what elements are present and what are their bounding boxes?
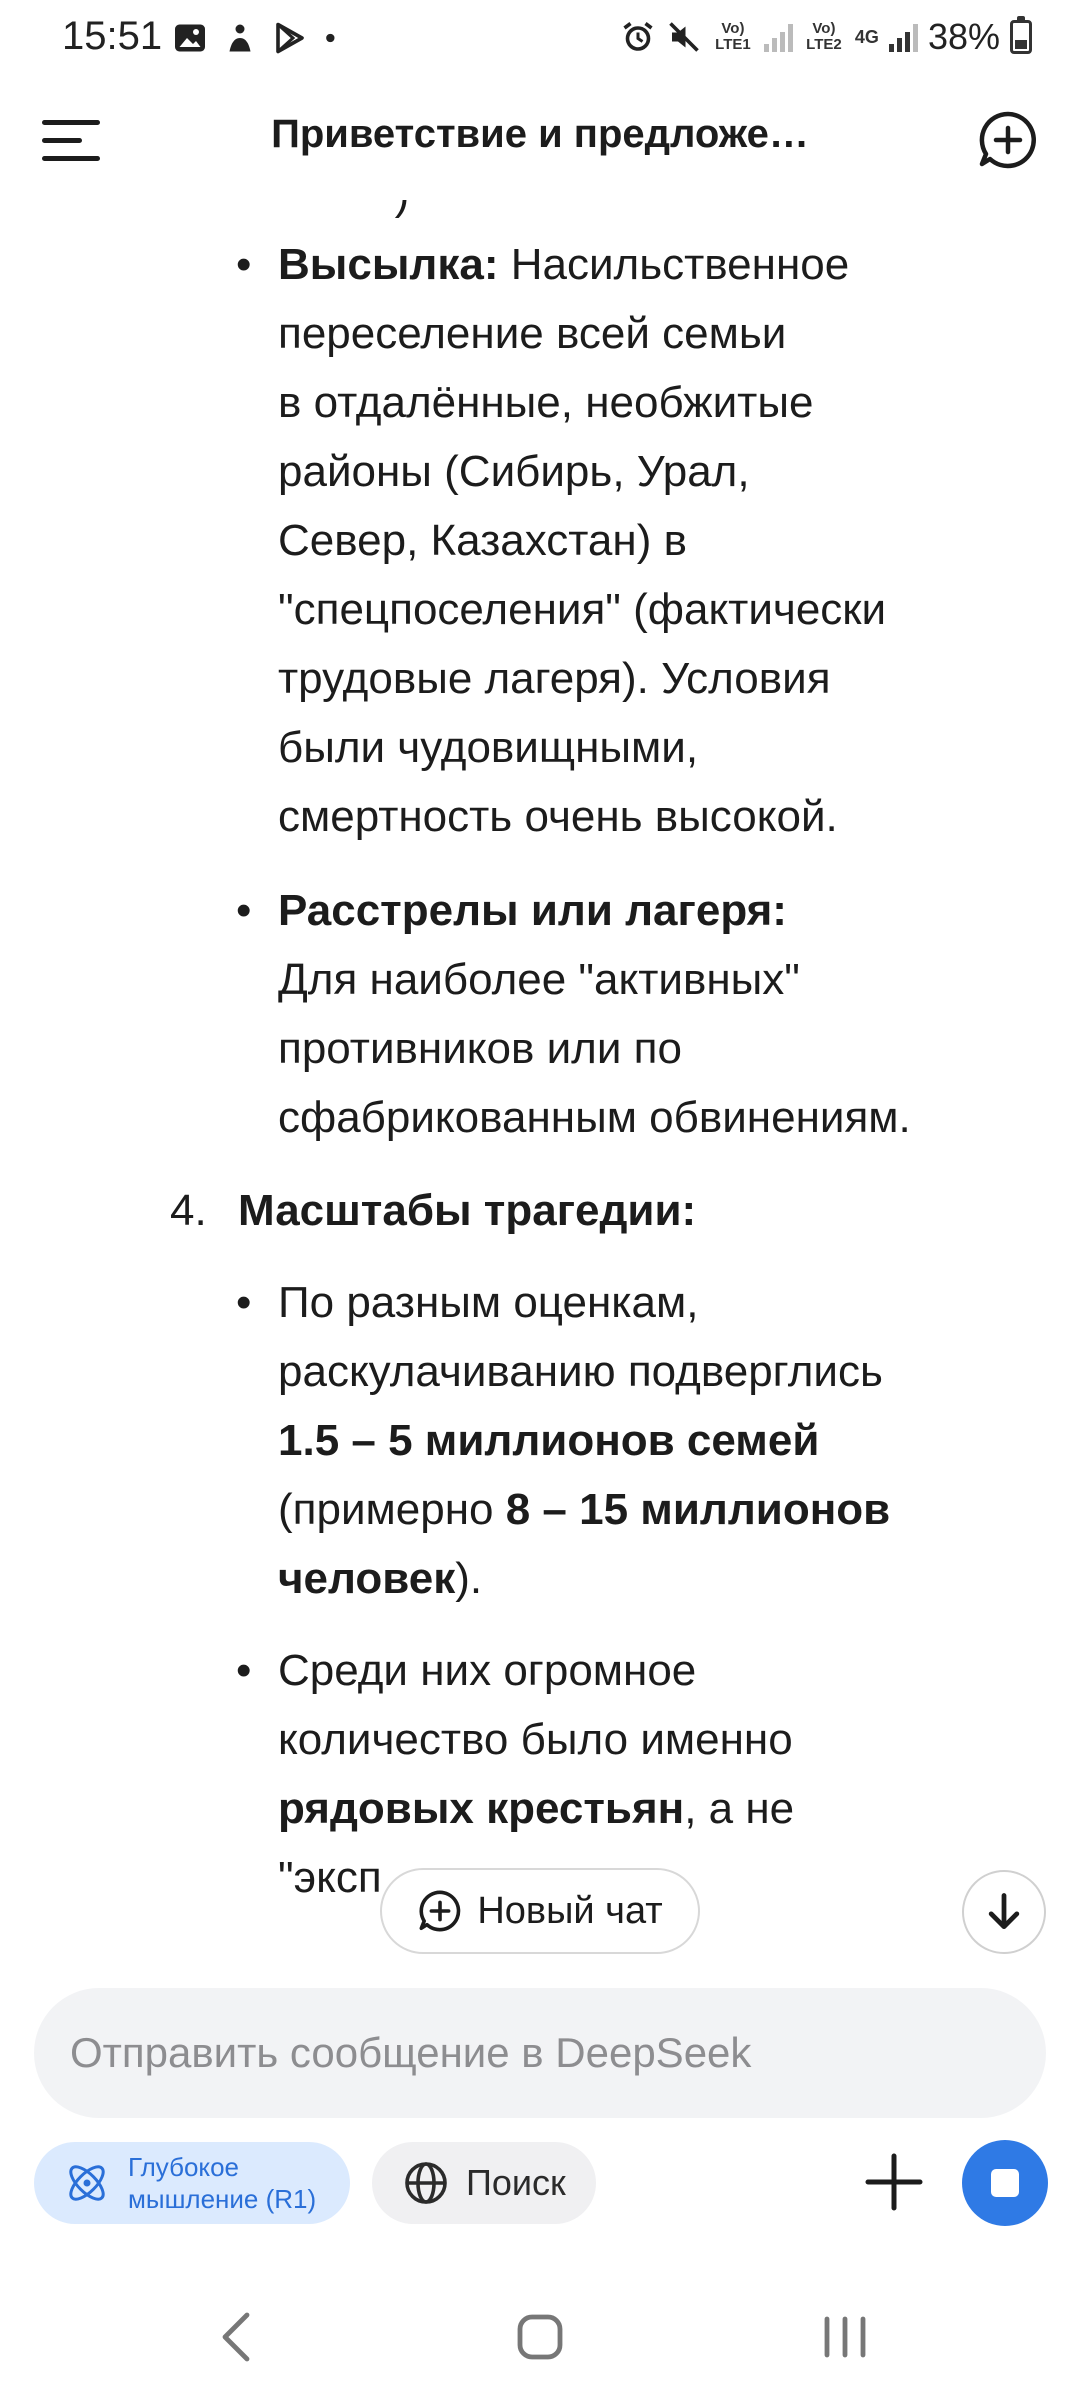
deep-think-label-2: мышление (R1) (128, 2184, 317, 2214)
system-nav-bar (0, 2270, 1080, 2400)
status-time: 15:51 (62, 14, 163, 58)
new-chat-icon[interactable] (976, 108, 1040, 172)
sim2-label: Vo) LTE2 (806, 20, 842, 53)
atom-icon (62, 2158, 112, 2208)
signal-icon-1 (764, 22, 793, 52)
battery-icon (1010, 20, 1032, 54)
stop-generation-button[interactable] (962, 2140, 1048, 2226)
new-chat-label: Новый чат (477, 1889, 663, 1932)
network-type: 4G (854, 27, 879, 47)
message-input[interactable] (34, 1988, 1046, 2118)
alarm-icon (620, 19, 656, 55)
scroll-down-button[interactable] (962, 1870, 1046, 1954)
nav-back-button[interactable] (202, 2302, 272, 2372)
play-store-icon (272, 20, 308, 56)
new-chat-button[interactable] (380, 1868, 700, 1954)
list-item: • Расстрелы или лагеря: Для наиболее "активных" противников или по сфабрикованным обвинениям. (236, 886, 911, 1142)
signal-icon-2 (889, 22, 918, 52)
battery-percent: 38% (927, 16, 1000, 57)
nav-home-button[interactable] (505, 2302, 575, 2372)
list-item: • По разным оценкам, раскулачиванию подверглись 1.5 – 5 миллионов семей (примерно 8 – 15 миллионов человек). (236, 1278, 891, 1603)
nav-recents-button[interactable] (810, 2302, 880, 2372)
mute-icon (666, 19, 702, 55)
home-icon (514, 2311, 566, 2363)
menu-button[interactable] (42, 118, 100, 162)
back-icon (217, 2309, 257, 2365)
search-label: Поиск (466, 2162, 566, 2203)
chat-title: Приветствие и предложе… (271, 112, 809, 156)
deep-think-toggle[interactable] (34, 2142, 350, 2224)
bixby-icon (222, 20, 258, 56)
stop-icon (991, 2169, 1019, 2197)
arrow-down-icon (982, 1890, 1026, 1934)
gallery-icon (172, 20, 208, 56)
dot-icon (322, 20, 342, 56)
globe-icon (402, 2159, 450, 2207)
numbered-heading: 4. Масштабы трагедии: (170, 1186, 697, 1235)
message-placeholder: Отправить сообщение в DeepSeek (70, 2029, 752, 2076)
list-item: • Высылка: Насильственное переселение всей семьи в отдалённые, необжитые районы (Сибирь, Урал, Север, Казахстан) в "спецпоселения" (фактически трудовые лагеря). Условия были чудовищными, смертность очень высокой. (236, 240, 887, 841)
chat-message (0, 200, 1080, 1900)
new-chat-icon (417, 1888, 463, 1934)
sim1-label: Vo) LTE1 (715, 20, 751, 53)
deep-think-label-1: Глубокое (128, 2152, 240, 2182)
search-toggle[interactable] (372, 2142, 596, 2224)
status-bar (0, 0, 1080, 80)
list-item: • Среди них огромное количество было именно рядовых крестьян, а не "эксп (236, 1646, 795, 1902)
attach-plus-icon[interactable] (862, 2150, 926, 2214)
app-header (0, 80, 1080, 200)
recents-icon (817, 2311, 873, 2363)
